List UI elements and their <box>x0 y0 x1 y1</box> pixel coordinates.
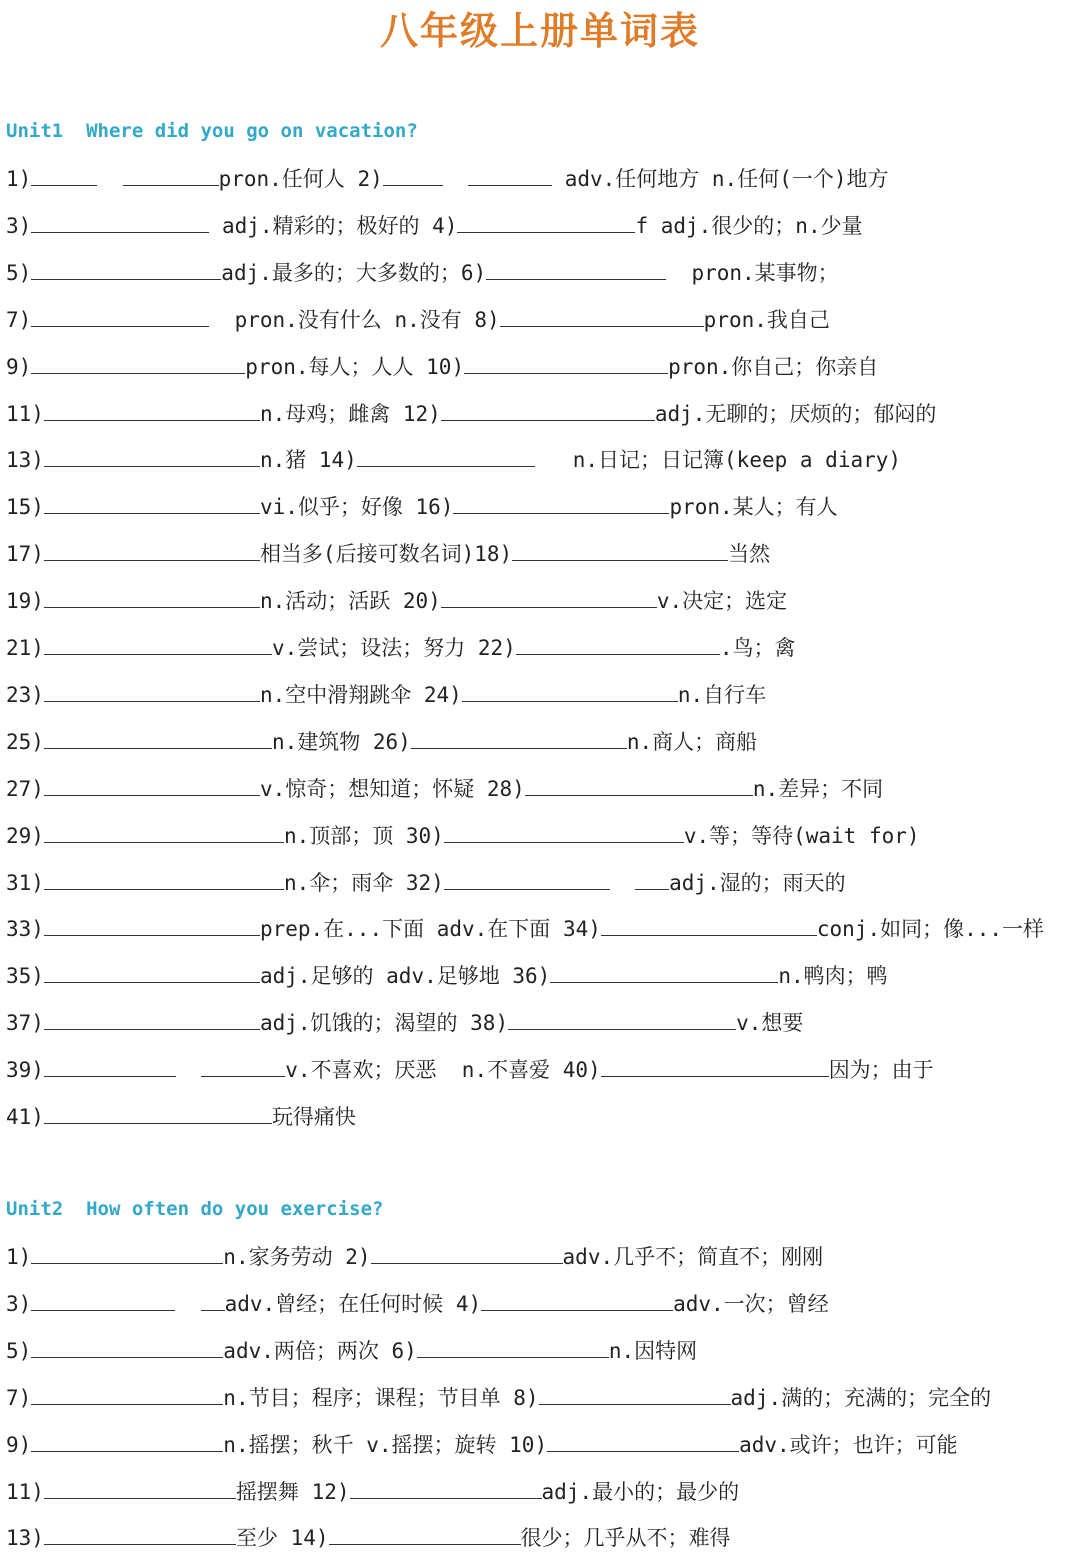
vocab-row <box>6 1383 1076 1413</box>
vocab-row <box>6 680 1076 710</box>
vocab-item <box>512 964 887 988</box>
item-definition: .鸟；禽 <box>719 636 796 660</box>
item-definition: adj.饥饿的；渴望的 <box>259 1011 471 1035</box>
item-definition: n.商人；商船 <box>626 730 758 754</box>
vocab-item <box>6 1526 291 1550</box>
item-number: 1) <box>6 1245 32 1269</box>
item-number: 38) <box>470 1011 509 1035</box>
answer-blank[interactable] <box>512 542 728 561</box>
vocab-item <box>6 167 357 191</box>
item-number: 18) <box>474 542 513 566</box>
vocab-item <box>6 308 474 332</box>
item-definition: adj.最小的；最少的 <box>541 1480 740 1504</box>
answer-blank[interactable] <box>44 1480 236 1499</box>
item-number: 34) <box>562 917 601 941</box>
vocab-row <box>6 633 1076 663</box>
item-definition: n.因特网 <box>608 1339 698 1363</box>
answer-blank[interactable] <box>635 871 669 890</box>
vocab-row <box>6 399 1076 429</box>
item-definition: 玩得痛快 <box>271 1105 356 1129</box>
item-number: 11) <box>6 402 44 426</box>
vocab-item <box>513 1386 991 1410</box>
answer-blank[interactable] <box>44 1011 260 1030</box>
item-number: 37) <box>6 1011 44 1035</box>
item-definition: prep.在...下面 adv.在下面 <box>259 917 563 941</box>
answer-blank[interactable] <box>31 1433 223 1452</box>
vocab-item <box>470 1011 803 1035</box>
answer-blank[interactable] <box>525 777 753 796</box>
item-number: 2) <box>345 1245 371 1269</box>
answer-blank[interactable] <box>44 683 260 702</box>
answer-blank[interactable] <box>357 448 535 467</box>
answer-blank[interactable] <box>44 871 284 890</box>
item-number: 5) <box>6 1339 32 1363</box>
vocab-item <box>403 589 787 613</box>
item-definition: pron.某事物； <box>666 261 839 285</box>
vocab-item <box>6 402 403 426</box>
item-number: 10) <box>509 1433 548 1457</box>
item-definition: pron.某人；有人 <box>669 495 838 519</box>
vocab-row <box>6 868 1076 898</box>
answer-blank[interactable] <box>31 261 221 280</box>
vocab-item <box>6 636 478 660</box>
item-number: 30) <box>405 824 444 848</box>
vocab-item <box>403 402 937 426</box>
answer-blank[interactable] <box>31 1245 223 1264</box>
item-number: 26) <box>372 730 411 754</box>
item-definition: n.空中滑翔跳伞 <box>259 683 424 707</box>
answer-blank[interactable] <box>31 1386 223 1405</box>
vocab-item <box>312 1480 740 1504</box>
item-definition: v.惊奇；想知道；怀疑 <box>259 777 487 801</box>
item-definition: 当然 <box>728 542 771 566</box>
item-number: 7) <box>6 308 32 332</box>
item-definition: 很少；几乎从不；难得 <box>520 1526 731 1550</box>
item-definition: n.摇摆；秋千 v.摇摆；旋转 <box>223 1433 510 1457</box>
item-definition: adj.最多的；大多数的； <box>221 261 461 285</box>
vocab-item <box>487 777 883 801</box>
vocab-item <box>456 1292 829 1316</box>
item-definition: v.决定；选定 <box>656 589 788 613</box>
vocab-item <box>6 261 461 285</box>
answer-blank[interactable] <box>123 167 219 186</box>
vocab-item <box>6 1058 563 1082</box>
answer-blank[interactable] <box>44 589 260 608</box>
vocab-item <box>461 261 839 285</box>
vocab-row <box>6 164 1076 194</box>
vocab-item <box>432 214 862 238</box>
item-number: 16) <box>415 495 454 519</box>
item-definition: n.自行车 <box>677 683 767 707</box>
vocab-row <box>6 727 1076 757</box>
answer-blank[interactable] <box>601 917 817 936</box>
vocab-item <box>6 1386 513 1410</box>
vocab-item <box>478 636 796 660</box>
item-number: 8) <box>513 1386 539 1410</box>
item-definition: n.日记；日记簿(keep a diary) <box>534 448 902 472</box>
item-definition: adj.精彩的；极好的 <box>209 214 433 238</box>
item-number: 12) <box>311 1480 350 1504</box>
vocab-row <box>6 774 1076 804</box>
item-definition: f adj.很少的；n.少量 <box>635 214 863 238</box>
item-number: 23) <box>6 683 44 707</box>
vocab-row <box>6 492 1076 522</box>
item-definition: n.差异；不同 <box>752 777 884 801</box>
item-definition: adv.或许；也许；可能 <box>739 1433 958 1457</box>
answer-blank[interactable] <box>500 308 704 327</box>
item-definition: 至少 <box>235 1526 291 1550</box>
answer-blank[interactable] <box>44 824 284 843</box>
item-number: 8) <box>474 308 500 332</box>
item-number: 33) <box>6 917 44 941</box>
vocab-item <box>6 1433 509 1457</box>
answer-blank[interactable] <box>481 1292 673 1311</box>
vocab-item <box>291 1526 731 1550</box>
vocab-item <box>474 542 770 566</box>
vocab-item <box>6 1245 345 1269</box>
item-number: 11) <box>6 1480 44 1504</box>
vocab-row <box>6 1523 1076 1553</box>
item-definition: v.想要 <box>736 1011 804 1035</box>
vocab-item <box>6 683 424 707</box>
vocab-item <box>474 308 830 332</box>
answer-blank[interactable] <box>441 589 657 608</box>
vocab-row <box>6 211 1076 241</box>
vocab-row <box>6 1008 1076 1038</box>
answer-blank[interactable] <box>329 1526 521 1545</box>
item-number: 4) <box>455 1292 482 1316</box>
vocab-item <box>426 355 878 379</box>
item-definition: conj.如同；像...一样 <box>816 917 1045 941</box>
vocab-item <box>563 917 1044 941</box>
item-definition: 摇摆舞 <box>235 1480 312 1504</box>
answer-blank[interactable] <box>44 1105 272 1124</box>
vocab-row <box>6 1055 1076 1085</box>
answer-blank[interactable] <box>508 1011 736 1030</box>
vocab-item <box>6 1011 470 1035</box>
vocab-row <box>6 914 1076 944</box>
item-definition: v.尝试；设法；努力 <box>271 636 478 660</box>
vocab-item <box>6 871 406 895</box>
item-definition: pron.任何人 <box>218 167 358 191</box>
vocab-row <box>6 1430 1076 1460</box>
vocab-item <box>373 730 757 754</box>
item-number: 20) <box>402 589 441 613</box>
vocab-item <box>357 167 888 191</box>
item-number: 7) <box>6 1386 32 1410</box>
answer-blank[interactable] <box>31 308 209 327</box>
item-number: 1) <box>6 167 32 191</box>
item-number: 19) <box>6 589 44 613</box>
vocab-item <box>6 542 474 566</box>
unit-heading: Unit1 Where did you go on vacation? <box>6 120 418 142</box>
item-definition: pron.每人；人人 <box>245 355 427 379</box>
answer-blank[interactable] <box>31 355 245 374</box>
vocab-item <box>6 214 432 238</box>
answer-blank[interactable] <box>44 636 272 655</box>
item-number: 6) <box>391 1339 417 1363</box>
answer-blank[interactable] <box>516 636 720 655</box>
answer-blank[interactable] <box>457 214 635 233</box>
page-title: 八年级上册单词表 <box>379 9 700 53</box>
item-definition: adv.任何地方 n.任何(一个)地方 <box>552 167 889 191</box>
item-definition: n.顶部；顶 <box>283 824 406 848</box>
vocab-item <box>392 1339 698 1363</box>
answer-blank[interactable] <box>468 167 552 186</box>
item-definition: adv.几乎不；简直不；刚刚 <box>562 1245 824 1269</box>
answer-blank[interactable] <box>411 730 627 749</box>
vocab-item <box>6 495 416 519</box>
item-definition: pron.你自己；你亲自 <box>668 355 879 379</box>
item-definition: n.鸭肉；鸭 <box>778 964 888 988</box>
item-definition: 相当多(后接可数名词) <box>259 542 475 566</box>
vocab-row <box>6 1102 1076 1132</box>
answer-blank[interactable] <box>371 1245 563 1264</box>
vocab-row <box>6 586 1076 616</box>
item-number: 5) <box>6 261 32 285</box>
item-definition: adv.两倍；两次 <box>223 1339 392 1363</box>
item-number: 41) <box>6 1105 44 1129</box>
answer-blank[interactable] <box>547 1433 739 1452</box>
item-definition: n.家务劳动 <box>223 1245 346 1269</box>
item-definition: 因为；由于 <box>828 1058 934 1082</box>
item-definition: n.母鸡；雌禽 <box>259 402 403 426</box>
vocab-item <box>319 448 901 472</box>
answer-blank[interactable] <box>486 261 666 280</box>
vocab-row <box>6 1336 1076 1366</box>
answer-blank[interactable] <box>31 214 209 233</box>
answer-blank[interactable] <box>444 871 610 890</box>
answer-blank[interactable] <box>31 167 97 186</box>
vocab-row <box>6 961 1076 991</box>
vocab-row <box>6 305 1076 335</box>
item-definition: n.猪 <box>259 448 319 472</box>
vocab-item <box>6 824 406 848</box>
answer-blank[interactable] <box>601 1058 829 1077</box>
item-definition: n.建筑物 <box>271 730 373 754</box>
item-definition: v.不喜欢；厌恶 n.不喜爱 <box>285 1058 563 1082</box>
item-number: 6) <box>460 261 487 285</box>
item-number: 28) <box>486 777 525 801</box>
item-number: 4) <box>432 214 458 238</box>
item-number: 22) <box>477 636 516 660</box>
vocab-item <box>6 964 512 988</box>
vocab-item <box>6 589 403 613</box>
vocab-item <box>6 1480 312 1504</box>
vocab-item <box>424 683 766 707</box>
answer-blank[interactable] <box>201 1058 285 1077</box>
answer-blank[interactable] <box>44 402 260 421</box>
item-definition: pron.我自己 <box>703 308 830 332</box>
vocab-row <box>6 258 1076 288</box>
item-definition: pron.没有什么 n.没有 <box>209 308 475 332</box>
answer-blank[interactable] <box>201 1292 225 1311</box>
answer-blank[interactable] <box>44 448 260 467</box>
item-number: 14) <box>318 448 357 472</box>
item-number: 13) <box>6 1526 44 1550</box>
answer-blank[interactable] <box>453 495 669 514</box>
vocab-row <box>6 821 1076 851</box>
item-definition: adv.曾经；在任何时候 <box>224 1292 456 1316</box>
vocab-row <box>6 1242 1076 1272</box>
item-number: 14) <box>290 1526 329 1550</box>
item-definition: adv.一次；曾经 <box>673 1292 829 1316</box>
vocab-row <box>6 352 1076 382</box>
answer-blank[interactable] <box>417 1339 609 1358</box>
answer-blank[interactable] <box>44 917 260 936</box>
item-number: 21) <box>6 636 44 660</box>
item-number: 13) <box>6 448 44 472</box>
item-number: 36) <box>512 964 551 988</box>
item-definition: adj.满的；充满的；完全的 <box>730 1386 992 1410</box>
vocab-item <box>416 495 838 519</box>
item-number: 15) <box>6 495 44 519</box>
answer-blank[interactable] <box>464 355 668 374</box>
item-number: 9) <box>6 355 32 379</box>
item-definition: n.节目；程序；课程；节目单 <box>223 1386 514 1410</box>
item-number: 24) <box>423 683 462 707</box>
item-number: 12) <box>402 402 441 426</box>
vocab-item <box>345 1245 823 1269</box>
answer-blank[interactable] <box>44 1526 236 1545</box>
answer-blank[interactable] <box>31 1292 175 1311</box>
item-definition: adj.无聊的；厌烦的；郁闷的 <box>654 402 937 426</box>
item-number: 32) <box>405 871 444 895</box>
answer-blank[interactable] <box>44 730 272 749</box>
vocab-item <box>6 355 426 379</box>
item-number: 25) <box>6 730 44 754</box>
answer-blank[interactable] <box>350 1480 542 1499</box>
item-number: 3) <box>6 214 32 238</box>
item-number: 3) <box>6 1292 32 1316</box>
item-number: 17) <box>6 542 44 566</box>
answer-blank[interactable] <box>44 495 260 514</box>
answer-blank[interactable] <box>539 1386 731 1405</box>
answer-blank[interactable] <box>383 167 443 186</box>
unit-heading: Unit2 How often do you exercise? <box>6 1198 384 1220</box>
vocab-item <box>6 917 563 941</box>
vocab-item <box>6 1339 392 1363</box>
answer-blank[interactable] <box>44 542 260 561</box>
vocab-item <box>6 448 319 472</box>
item-definition: n.活动；活跃 <box>259 589 403 613</box>
vocab-row <box>6 445 1076 475</box>
answer-blank[interactable] <box>44 777 260 796</box>
vocab-item <box>6 777 487 801</box>
vocab-item <box>406 871 846 895</box>
vocab-item <box>6 1292 456 1316</box>
item-number: 35) <box>6 964 44 988</box>
vocab-item <box>406 824 920 848</box>
answer-blank[interactable] <box>462 683 678 702</box>
item-definition: vi.似乎；好像 <box>259 495 416 519</box>
item-number: 29) <box>6 824 44 848</box>
answer-blank[interactable] <box>44 964 260 983</box>
vocab-row <box>6 1477 1076 1507</box>
item-number: 2) <box>357 167 383 191</box>
item-number: 10) <box>426 355 465 379</box>
vocab-row <box>6 539 1076 569</box>
answer-blank[interactable] <box>550 964 778 983</box>
answer-blank[interactable] <box>31 1339 223 1358</box>
answer-blank[interactable] <box>444 824 684 843</box>
item-number: 31) <box>6 871 44 895</box>
vocab-item <box>6 730 373 754</box>
item-definition: n.伞；雨伞 <box>283 871 406 895</box>
item-definition: adj.湿的；雨天的 <box>669 871 846 895</box>
vocab-item <box>6 1105 356 1129</box>
item-number: 9) <box>6 1433 32 1457</box>
item-number: 27) <box>6 777 44 801</box>
answer-blank[interactable] <box>441 402 655 421</box>
vocab-item <box>509 1433 958 1457</box>
vocab-item <box>563 1058 934 1082</box>
item-definition: adj.足够的 adv.足够地 <box>259 964 513 988</box>
item-definition: v.等；等待(wait for) <box>683 824 920 848</box>
item-number: 40) <box>562 1058 601 1082</box>
item-number: 39) <box>6 1058 44 1082</box>
vocab-row <box>6 1289 1076 1319</box>
answer-blank[interactable] <box>44 1058 176 1077</box>
